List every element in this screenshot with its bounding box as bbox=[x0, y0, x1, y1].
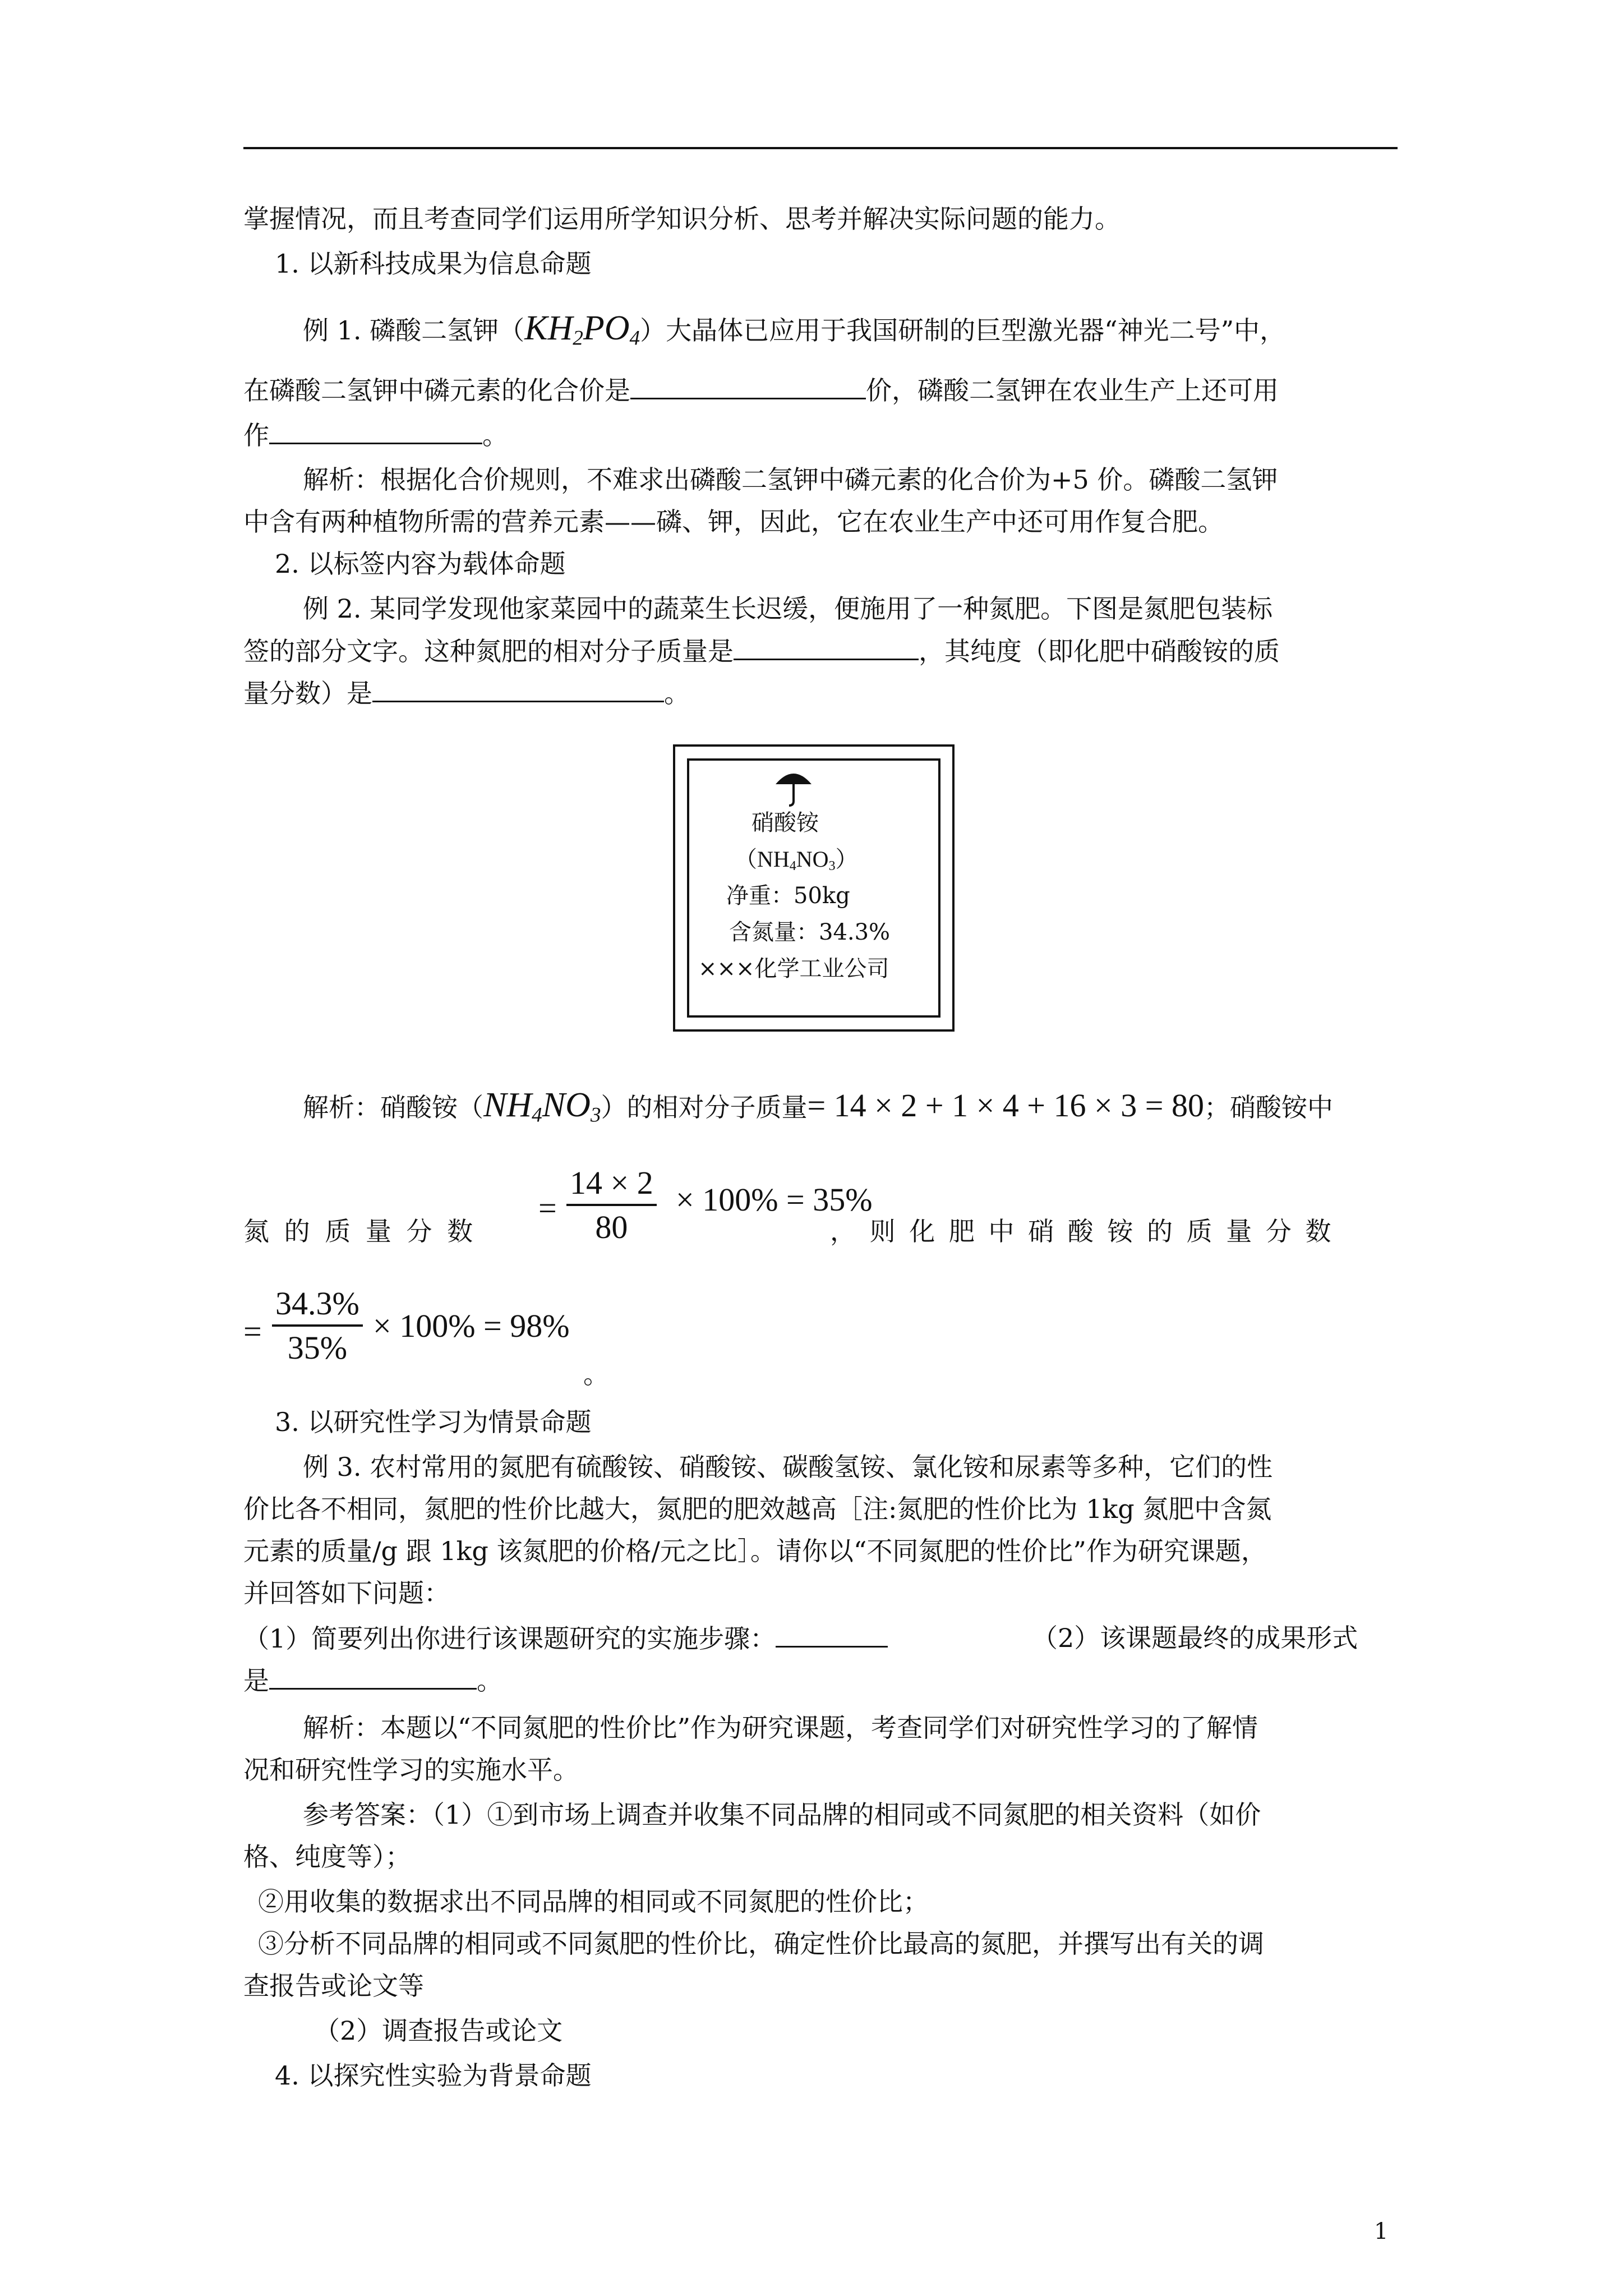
answer-line3: ②用收集的数据求出不同品牌的相同或不同氮肥的性价比； bbox=[258, 1887, 929, 1917]
fraction-bar bbox=[272, 1324, 363, 1327]
nitrogen-fraction-label: 氮 的 质 量 分 数 bbox=[243, 1216, 477, 1246]
label-formula: $(NH_4NO_3)$ bbox=[735, 846, 858, 873]
example3-line4: 并回答如下问题： bbox=[243, 1578, 450, 1608]
example2-line3: 量分数）是 。 bbox=[243, 676, 690, 710]
fraction-bar bbox=[566, 1204, 657, 1206]
example3-question1: （1）简要列出你进行该课题研究的实施步骤： bbox=[243, 1621, 888, 1655]
answer-blank bbox=[372, 676, 664, 702]
label-company: ×××化学工业公司 bbox=[698, 956, 889, 982]
section1-heading: 1. 以新科技成果为信息命题 bbox=[275, 249, 592, 279]
intro-continuation: 掌握情况，而且考查同学们运用所学知识分析、思考并解决实际问题的能力。 bbox=[243, 204, 1121, 234]
fraction-denominator: 80 bbox=[595, 1209, 628, 1245]
answer-blank bbox=[630, 373, 866, 399]
example3-line3: 元素的质量/g 跟 1kg 该氮肥的价格/元之比］。请你以“不同氮肥的性价比”作为研究课题， bbox=[243, 1536, 1267, 1566]
answer-blank bbox=[776, 1621, 888, 1648]
purity-end: 。 bbox=[583, 1359, 609, 1389]
molar-mass-equation: = 14 × 2 + 1 × 4 + 16 × 3 = 80 bbox=[807, 1087, 1204, 1124]
label-product-name: 硝酸铵 bbox=[751, 810, 819, 836]
nitrogen-fraction bbox=[566, 1164, 657, 1246]
answer-blank bbox=[269, 418, 482, 444]
purity-fraction-result: × 100% = 98% bbox=[373, 1308, 570, 1344]
label-nitrogen-content: 含氮量：34.3% bbox=[729, 919, 891, 945]
section1-analysis-2: 中含有两种植物所需的营养元素——磷、钾，因此，它在农业生产中还可用作复合肥。 bbox=[243, 507, 1224, 537]
example1-line2: 在磷酸二氢钾中磷元素的化合价是 价，磷酸二氢钾在农业生产上还可用 bbox=[243, 373, 1279, 407]
section1-analysis-1: 解析：根据化合价规则，不难求出磷酸二氢钾中磷元素的化合价为+5 价。磷酸二氢钾 bbox=[303, 464, 1278, 495]
formula-nh4no3: $NH_4NO_3$ bbox=[483, 1086, 601, 1127]
answer-line2: 格、纯度等）； bbox=[243, 1842, 411, 1872]
example3-question2: 是 。 bbox=[243, 1663, 502, 1697]
section2-heading: 2. 以标签内容为载体命题 bbox=[275, 549, 566, 579]
answer-line6: （2）调查报告或论文 bbox=[314, 2016, 563, 2046]
example3-line1: 例 3. 农村常用的氮肥有硫酸铵、硝酸铵、碳酸氢铵、氯化铵和尿素等多种，它们的性 bbox=[303, 1452, 1273, 1482]
section3-analysis-2: 况和研究性学习的实施水平。 bbox=[243, 1755, 579, 1785]
example1-line1: 例 1. 磷酸二氢钾$(KH_2PO_4)$大晶体已应用于我国研制的巨型激光器“神光二号”中， bbox=[303, 309, 1286, 350]
example3-question2-label: （2）该课题最终的成果形式 bbox=[1032, 1623, 1358, 1653]
answer-blank bbox=[269, 1663, 477, 1690]
section3-heading: 3. 以研究性学习为情景命题 bbox=[275, 1407, 592, 1437]
fraction-denominator: 35% bbox=[287, 1329, 348, 1366]
header-rule bbox=[243, 147, 1398, 149]
answer-blank bbox=[734, 634, 919, 660]
example1-line3: 作 。 bbox=[243, 418, 508, 452]
example2-line2: 签的部分文字。这种氮肥的相对分子质量是 ，其纯度（即化肥中硝酸铵的质 bbox=[243, 634, 1280, 668]
section3-analysis-1: 解析：本题以“不同氮肥的性价比”作为研究课题，考查同学们对研究性学习的了解情 bbox=[303, 1713, 1258, 1743]
example2-line1: 例 2. 某同学发现他家菜园中的蔬菜生长迟缓，便施用了一种氮肥。下图是氮肥包装标 bbox=[303, 593, 1273, 624]
purity-label: ， 则 化 肥 中 硝 酸 铵 的 质 量 分 数 bbox=[830, 1216, 1334, 1246]
purity-fraction bbox=[272, 1285, 363, 1366]
section4-heading: 4. 以探究性实验为背景命题 bbox=[275, 2060, 592, 2091]
answer-line1: 参考答案：（1）①到市场上调查并收集不同品牌的相同或不同氮肥的相关资料（如价 bbox=[303, 1800, 1261, 1830]
fraction-numerator: 34.3% bbox=[275, 1285, 359, 1322]
formula-kh2po4: $KH_2PO_4$ bbox=[524, 309, 640, 350]
answer-line5: 查报告或论文等 bbox=[243, 1971, 424, 2001]
example3-line2: 价比各不相同，氮肥的性价比越大，氮肥的肥效越高［注:氮肥的性价比为 1kg 氮肥中含氮 bbox=[243, 1494, 1272, 1524]
fraction-numerator: 14 × 2 bbox=[570, 1165, 653, 1201]
page-number: 1 bbox=[1374, 2219, 1389, 2244]
example2-analysis-line1: 解析：硝酸铵$(NH_4NO_3)$的相对分子质量= 14 × 2 + 1 × 4 + 16 × 3 = 80；硝酸铵中 bbox=[303, 1086, 1333, 1127]
answer-line4: ③分析不同品牌的相同或不同氮肥的性价比，确定性价比最高的氮肥，并撰写出有关的调 bbox=[258, 1929, 1264, 1959]
nitrogen-fraction-equals: = bbox=[538, 1190, 557, 1226]
nitrogen-fraction-result: × 100% = 35% bbox=[676, 1181, 873, 1218]
label-net-weight: 净重：50kg bbox=[726, 883, 850, 909]
keep-dry-umbrella-icon bbox=[771, 763, 816, 808]
purity-fraction-equals: = bbox=[243, 1313, 262, 1350]
